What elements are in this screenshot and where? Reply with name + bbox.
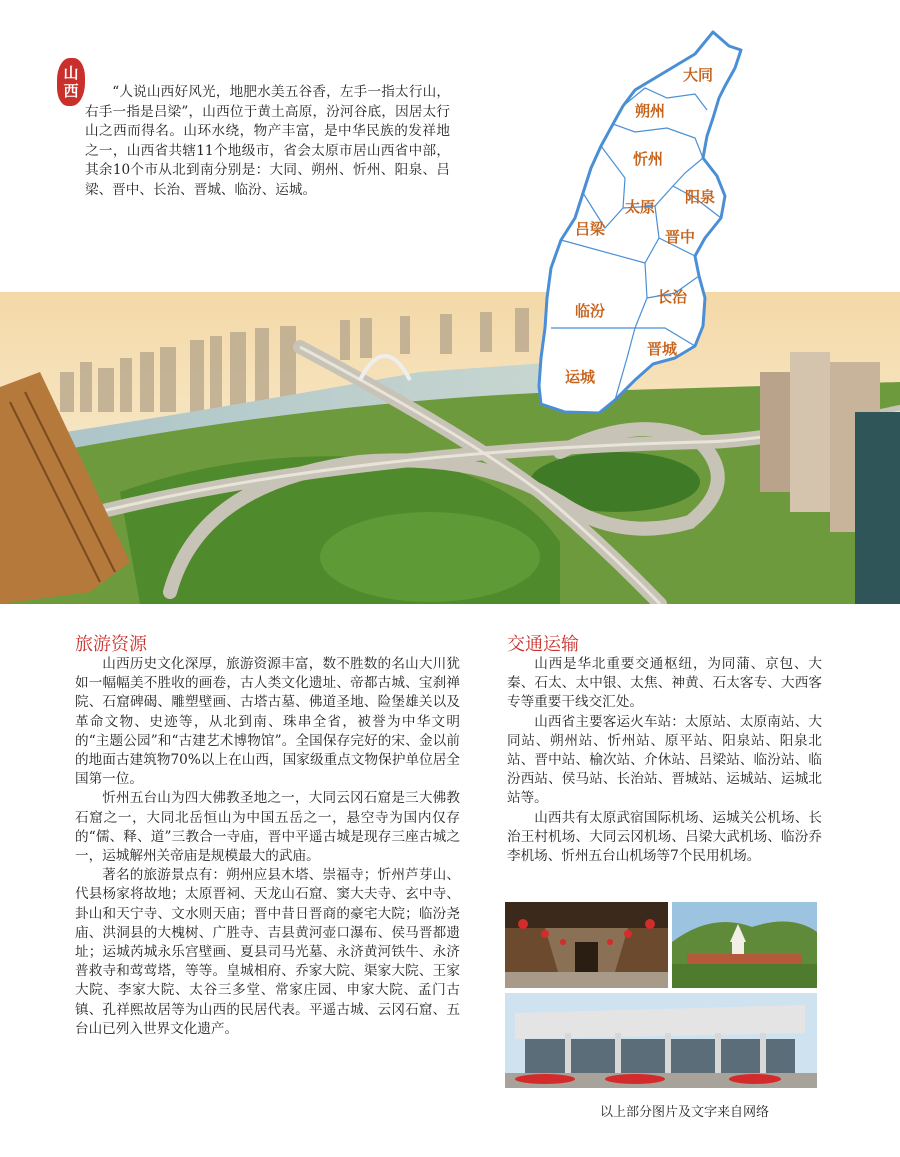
tourism-title: 旅游资源 xyxy=(75,634,147,655)
seal-char-1: 山 xyxy=(63,64,79,82)
railway-station-photo xyxy=(505,993,817,1088)
tourism-paragraph-1: 山西历史文化深厚，旅游资源丰富，数不胜数的名山大川犹如一幅幅美不胜收的画卷，古人类文化遗址、帝都古城、宝刹禅院、石窟碑碣、雕塑壁画、古塔古墓、佛道圣地、险堡雄关以及革命文物、史迹等，从北到南、珠串全省，被誉为中华文明的“主题公园”和“古建艺术博物馆”。全国保存完好的宋、金以前的地面古建筑物70%以上在山西，国家级重点文物保护单位居全国第一位。 xyxy=(75,656,460,788)
map-label-xinzhou: 忻州 xyxy=(633,150,664,168)
map-label-changzhi: 长治 xyxy=(657,288,688,306)
transport-paragraph-1: 山西是华北重要交通枢纽，为同蒲、京包、大秦、石太、太中银、太焦、神黄、石太客专、大西客专等重要干线交汇处。 xyxy=(507,656,822,711)
intro-paragraph: “人说山西好风光，地肥水美五谷香，左手一指太行山，右手一指是吕梁”，山西位于黄土高原，汾河谷底，因居太行山之西而得名。山环水绕，物产丰富，是中华民族的发祥地之一，山西省共辖11个地级市，省会太原市居山西省中部，其余10个市从北到南分别是：大同、朔州、忻州、阳泉、吕梁、晋中、长治、晋城、临汾、运城。 xyxy=(85,84,450,198)
map-label-taiyuan: 太原 xyxy=(625,198,656,216)
map-label-yuncheng: 运城 xyxy=(565,368,596,386)
map-label-yangquan: 阳泉 xyxy=(685,188,716,206)
shanxi-seal xyxy=(57,58,85,106)
transport-paragraph-3: 山西共有太原武宿国际机场、运城关公机场、长治王村机场、大同云冈机场、吕梁大武机场、临汾乔李机场、忻州五台山机场等7个民用机场。 xyxy=(507,809,822,865)
tourism-body xyxy=(75,655,460,1039)
map-label-jincheng: 晋城 xyxy=(647,340,678,358)
shanxi-map xyxy=(535,28,755,413)
hero-city-image xyxy=(0,292,900,604)
transport-title: 交通运输 xyxy=(507,634,579,655)
map-label-lvliang: 吕梁 xyxy=(575,220,606,238)
image-credit: 以上部分图片及文字来自网络 xyxy=(600,1105,770,1120)
shanxi-map-outline xyxy=(535,28,755,413)
seal-char-2: 西 xyxy=(63,82,79,100)
interchange-illustration xyxy=(0,292,900,604)
courtyard-photo xyxy=(505,902,668,988)
map-label-linfen: 临汾 xyxy=(575,302,606,320)
tourism-paragraph-2: 忻州五台山为四大佛教圣地之一，大同云冈石窟是三大佛教石窟之一，大同北岳恒山为中国五岳之一，悬空寺为国内仅存的“儒、释、道”三教合一寺庙，晋中平遥古城是现存三座古城之一，运城解州关帝庙是规模最大的武庙。 xyxy=(75,790,460,865)
transport-paragraph-2: 山西省主要客运火车站：太原站、太原南站、大同站、朔州站、忻州站、原平站、阳泉站、阳泉北站、晋中站、榆次站、介休站、吕梁站、临汾站、临汾西站、侯马站、长治站、晋城站、运城站、运城北站等。 xyxy=(507,713,822,807)
map-label-datong: 大同 xyxy=(683,66,714,84)
map-label-jinzhong: 晋中 xyxy=(665,228,696,246)
transport-body xyxy=(507,655,822,866)
map-label-shuozhou: 朔州 xyxy=(635,102,666,120)
temple-photo xyxy=(672,902,817,988)
tourism-paragraph-3: 著名的旅游景点有：朔州应县木塔、崇福寺；忻州芦芽山、代县杨家将故地；太原晋祠、天龙山石窟、窦大夫寺、玄中寺、卦山和天宁寺、文水则天庙；晋中昔日晋商的豪宅大院；临汾尧庙、洪洞县的大槐树、广胜寺、吉县黄河壶口瀑布、侯马晋都遗址；运城芮城永乐宫壁画、夏县司马光墓、永济黄河铁牛、永济普救寺和莺莺塔，等等。皇城相府、乔家大院、渠家大院、王家大院、李家大院、太谷三多堂、常家庄园、申家大院、孟门古镇、孔祥熙故居等为山西的民居代表。平遥古城、云冈石窟、五台山已列入世界文化遗产。 xyxy=(75,867,460,1037)
